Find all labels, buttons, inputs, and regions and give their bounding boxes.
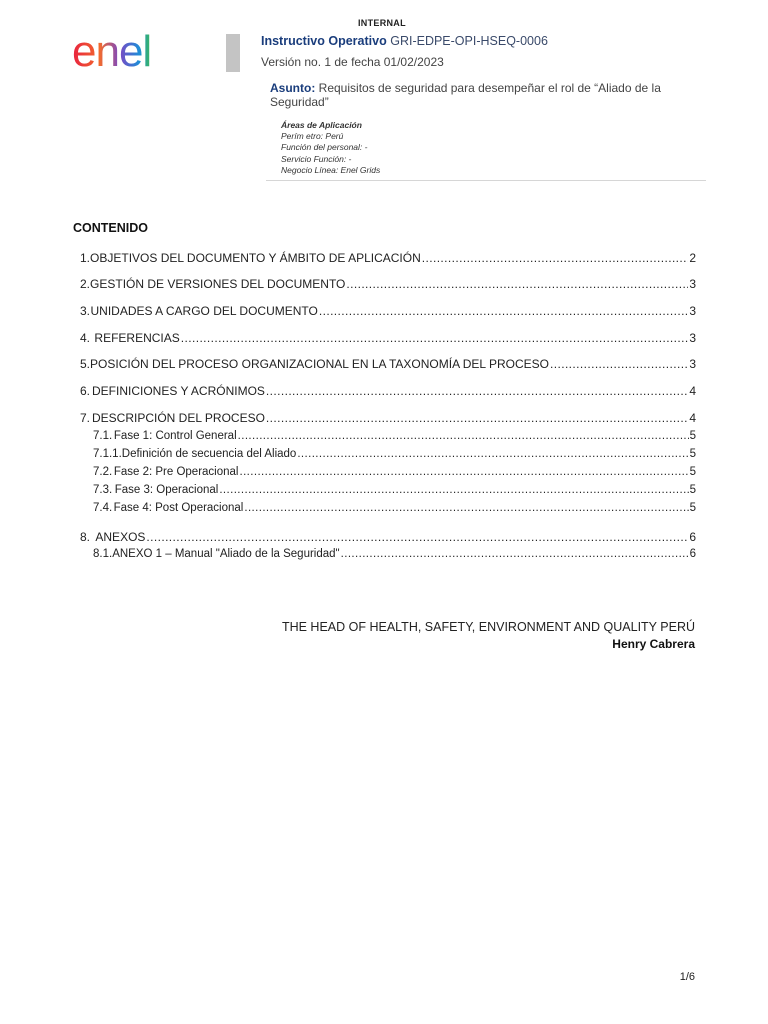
toc-title: ANEXOS [95,530,146,544]
signatory-title: THE HEAD OF HEALTH, SAFETY, ENVIRONMENT AND QUALITY PERÚ [281,620,695,634]
toc-number: 7.1.1. [93,448,122,460]
toc-entry[interactable] [73,357,696,373]
toc-title: UNIDADES A CARGO DEL DOCUMENTO [90,304,318,318]
toc-number: 1. [80,251,91,265]
toc-page: 3 [689,357,696,371]
contents-heading: CONTENIDO [73,221,148,235]
toc-entry[interactable] [73,411,696,427]
toc-title: OBJETIVOS DEL DOCUMENTO Y ÁMBITO DE APLICACIÓN [90,251,421,265]
toc-subentry[interactable] [73,484,696,500]
toc-leader [550,357,688,371]
document-type: Instructivo Operativo [261,34,387,48]
toc-leader [266,384,688,398]
toc-subentry[interactable] [73,448,696,464]
toc-title: Fase 4: Post Operacional [113,502,244,514]
classification-label: INTERNAL [358,18,406,28]
toc-page: 3 [689,277,696,291]
toc-subentry[interactable] [73,466,696,482]
toc-leader [239,466,688,478]
toc-entry[interactable] [73,251,696,267]
toc-leader [297,448,688,460]
toc-leader [346,277,688,291]
asunto-text: Requisitos de seguridad para desempeñar el rol de “Aliado de la Seguridad” [270,81,661,109]
toc-page: 5 [689,430,696,442]
toc-page: 5 [689,448,696,460]
toc-title: DEFINICIONES Y ACRÓNIMOS [92,384,265,398]
toc-title: Fase 2: Pre Operacional [113,466,239,478]
toc-title: GESTIÓN DE VERSIONES DEL DOCUMENTO [90,277,346,291]
toc-page: 5 [689,484,696,496]
toc-entry[interactable] [73,331,696,347]
toc-number: 5. [80,357,91,371]
toc-title: Fase 1: Control General [113,430,237,442]
toc-number: 7.4. [93,502,113,514]
document-type-line [261,34,548,48]
areas-perimetro: Perím etro: Perú [281,131,344,142]
toc-title: ANEXO 1 – Manual "Aliado de la Seguridad" [112,548,340,560]
toc-number: 7.1. [93,430,113,442]
toc-page: 4 [689,384,696,398]
toc-leader [244,502,688,514]
toc-entry[interactable] [73,384,696,400]
header-divider [266,180,706,181]
toc-page: 2 [689,251,696,265]
toc-leader [266,411,688,425]
toc-title: POSICIÓN DEL PROCESO ORGANIZACIONAL EN LA TAXONOMÍA DEL PROCESO [90,357,550,371]
asunto-block [270,81,700,109]
toc-subentry[interactable] [73,502,696,518]
areas-title: Áreas de Aplicación [281,120,362,130]
areas-funcion: Función del personal: - [281,142,368,153]
toc-entry[interactable] [73,304,696,320]
toc-page: 6 [689,548,696,560]
toc-leader [181,331,689,345]
toc-number: 6. [80,384,91,398]
toc-number: 8. [80,530,91,544]
toc-title: Fase 3: Operacional [114,484,219,496]
toc-number: 2. [80,277,91,291]
enel-logo [72,30,182,72]
page-number: 1/6 [679,971,695,983]
toc-page: 3 [689,331,696,345]
toc-subentry[interactable] [73,430,696,446]
document-code: GRI-EDPE-OPI-HSEQ-0006 [390,34,548,48]
toc-title: DESCRIPCIÓN DEL PROCESO [92,411,265,425]
toc-page: 3 [689,304,696,318]
svg-text:enel: enel [72,30,152,72]
toc-number: 7. [80,411,91,425]
toc-leader [238,430,689,442]
toc-leader [219,484,688,496]
toc-title: REFERENCIAS [94,331,180,345]
toc-page: 5 [689,466,696,478]
toc-number: 7.2. [93,466,113,478]
signatory-name: Henry Cabrera [612,637,695,651]
toc-leader [341,548,689,560]
areas-servicio: Servicio Función: - [281,153,352,164]
toc-page: 5 [689,502,696,514]
toc-entry[interactable] [73,277,696,293]
areas-negocio: Negocio Línea: Enel Grids [281,164,381,175]
toc-number: 8.1. [93,548,113,560]
header-grey-bar [226,34,240,72]
areas-block [281,120,380,176]
toc-subentry[interactable] [73,548,696,564]
toc-title: Definición de secuencia del Aliado [121,448,297,460]
asunto-label: Asunto: [270,81,316,95]
document-version: Versión no. 1 de fecha 01/02/2023 [261,55,444,69]
toc-page: 4 [689,411,696,425]
toc-entry[interactable] [73,530,696,546]
toc-leader [146,530,688,544]
toc-number: 7.3. [93,484,113,496]
toc-number: 4. [80,331,91,345]
toc-leader [319,304,688,318]
toc-leader [422,251,689,265]
toc-number: 3. [80,304,91,318]
toc-page: 6 [689,530,696,544]
